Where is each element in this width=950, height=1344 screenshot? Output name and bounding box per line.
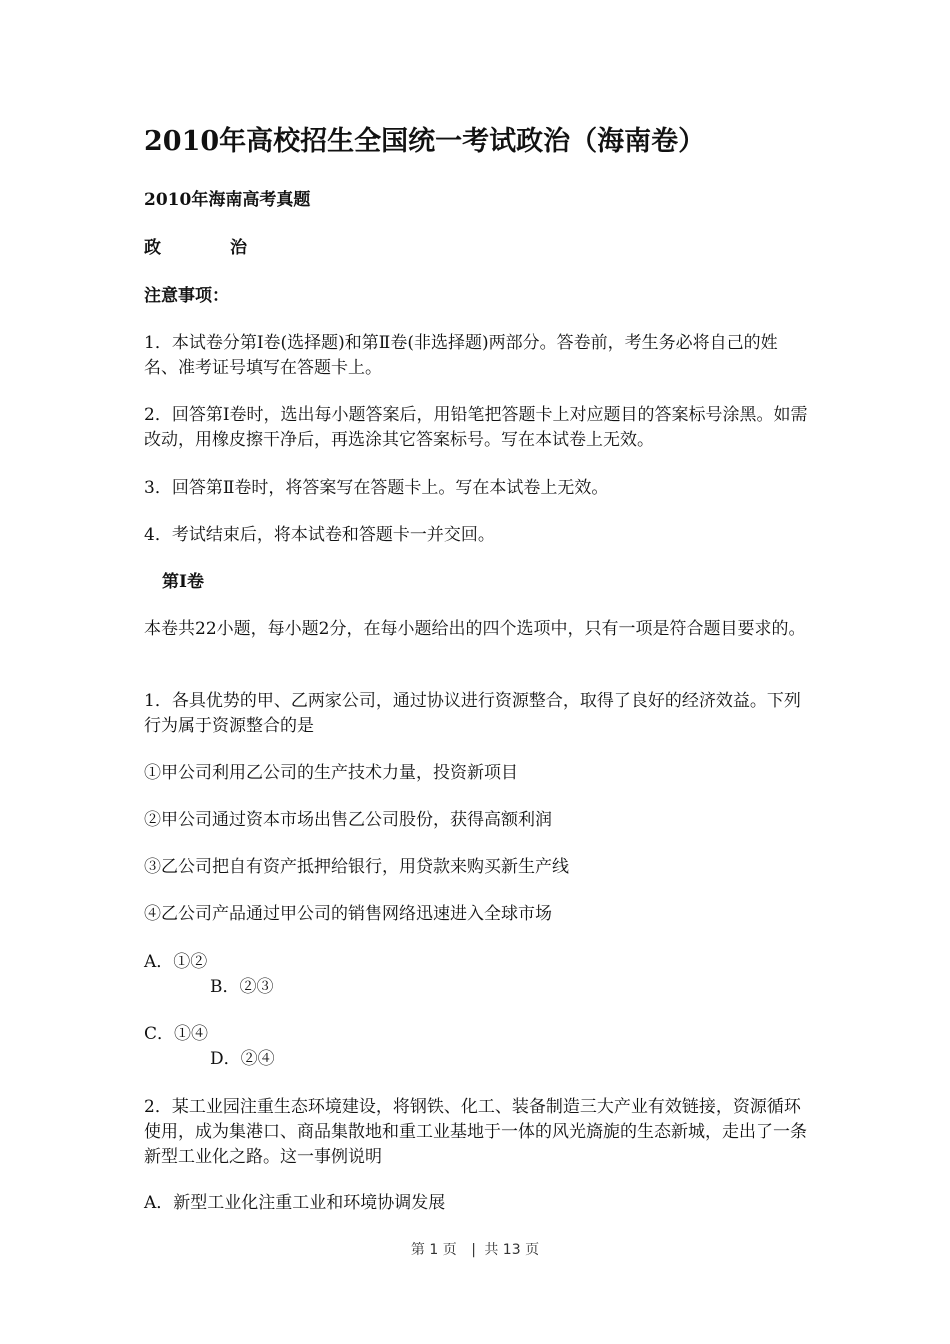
- notice-item-2: 2．回答第Ⅰ卷时，选出每小题答案后，用铅笔把答题卡上对应题目的答案标号涂黑。如需改动，用橡皮擦干净后，再选涂其它答案标号。写在本试卷上无效。: [144, 405, 808, 450]
- option-c: C．①④: [144, 1024, 209, 1044]
- document-subtitle: 2010年海南高考真题: [144, 190, 311, 210]
- question-stem: 1．各具优势的甲、乙两家公司，通过协议进行资源整合，取得了良好的经济效益。下列行为属于资源整合的是: [144, 691, 801, 736]
- footer-separator: |: [471, 1242, 476, 1258]
- statement-3: ③乙公司把自有资产抵押给银行，用贷款来购买新生产线: [144, 857, 569, 877]
- notice-item-3: 3．回答第Ⅱ卷时，将答案写在答题卡上。写在本试卷上无效。: [144, 478, 609, 498]
- statement-2: ②甲公司通过资本市场出售乙公司股份，获得高额利润: [144, 810, 552, 830]
- notice-item-1: 1．本试卷分第Ⅰ卷(选择题)和第Ⅱ卷(非选择题)两部分。答卷前，考生务必将自己的姓名、准考证号填写在答题卡上。: [144, 333, 778, 378]
- notice-heading: 注意事项：: [144, 286, 229, 306]
- page-footer: [0, 1240, 950, 1260]
- total-pages-label: 共 13 页: [484, 1242, 540, 1258]
- statement-1: ①甲公司利用乙公司的生产技术力量，投资新项目: [144, 763, 518, 783]
- subject-char-2: 治: [230, 238, 247, 258]
- option-a: A．①②: [144, 952, 208, 972]
- option-b: B．②③: [210, 977, 274, 997]
- option-a: A．新型工业化注重工业和环境协调发展: [144, 1193, 446, 1213]
- document-title: 2010年高校招生全国统一考试政治（海南卷）: [144, 126, 706, 157]
- option-d: D．②④: [210, 1049, 275, 1069]
- question-stem: 2．某工业园注重生态环境建设，将钢铁、化工、装备制造三大产业有效链接，资源循环使用，成为集港口、商品集散地和重工业基地于一体的风光旖旎的生态新城，走出了一条新型工业化之路。这一事例说明: [144, 1097, 807, 1167]
- notice-item-4: 4．考试结束后，将本试卷和答题卡一并交回。: [144, 525, 495, 545]
- section-intro: 本卷共22小题，每小题2分，在每小题给出的四个选项中，只有一项是符合题目要求的。: [144, 619, 806, 639]
- subject-char-1: 政: [144, 238, 161, 258]
- statement-4: ④乙公司产品通过甲公司的销售网络迅速进入全球市场: [144, 904, 552, 924]
- section-heading: 第Ⅰ卷: [162, 572, 204, 592]
- current-page-label: 第 1 页: [410, 1242, 457, 1258]
